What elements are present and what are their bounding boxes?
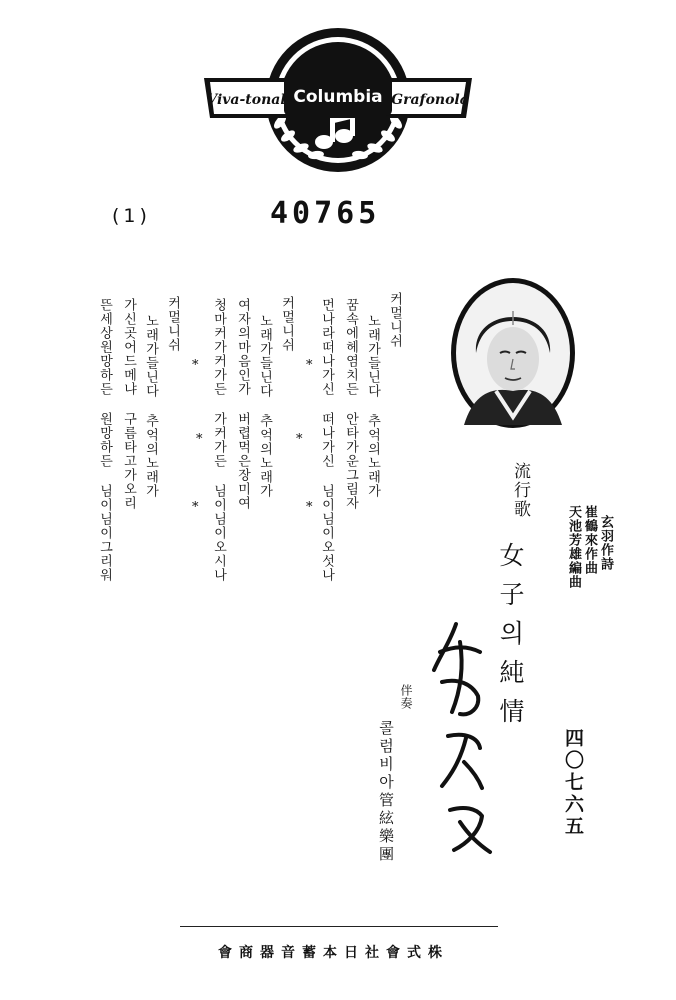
- footer-divider: [180, 926, 498, 927]
- lyricist-credit: 玄羽作詩: [598, 515, 613, 571]
- logo-center-text: Columbia: [293, 87, 383, 107]
- arranger-credit: 天池芳雄編曲: [566, 505, 581, 589]
- handwritten-signature-icon: [420, 612, 504, 872]
- accompaniment-name: 콜럼비아管絃樂團: [377, 720, 395, 864]
- columbia-logo-icon: [198, 22, 478, 182]
- separator-star: *: [192, 500, 199, 515]
- verse-3-line-1: 커멀니쉬: [165, 296, 180, 352]
- singer-portrait-icon: [448, 275, 578, 431]
- verse-2-line-1: 커멀니쉬: [279, 296, 294, 352]
- composer-credit: 崔鶴來作曲: [582, 505, 597, 575]
- separator-star: *: [306, 500, 313, 515]
- song-title: 女子의純情: [496, 542, 525, 737]
- verse-3-line-2: 노래가들닌다 추억의노래가: [143, 314, 158, 498]
- side-number: (1): [112, 205, 151, 227]
- logo-left-text: Viva-tonal: [206, 92, 286, 108]
- verse-3-line-3: 가신곳어드메냐 구름타고가오리: [121, 298, 136, 510]
- verse-1-line-2: 노래가들닌다 추억의노래가: [365, 314, 380, 498]
- verse-2-line-4: 청마커가커가든 가커가든 님이님이오시나: [211, 298, 226, 582]
- separator-star: *: [306, 358, 313, 373]
- verse-1-line-1: 커멀니쉬: [387, 292, 402, 348]
- separator-star: *: [296, 432, 303, 447]
- verse-3-line-4: 뜬세상원망하든 원망하든 님이님이그리워: [97, 298, 112, 582]
- verse-2-line-2: 노래가들닌다 추억의노래가: [257, 314, 272, 498]
- genre-label: 流行歌: [510, 462, 530, 519]
- verse-1-line-3: 꿈속에헤염치든 안타가운그림자: [343, 298, 358, 510]
- separator-star: *: [196, 432, 203, 447]
- record-number: 40765: [270, 196, 381, 231]
- company-name: 株式會社日本蓄音器商會: [218, 945, 449, 961]
- verse-1-line-4: 먼나라떠나가신 떠나가신 님이님이오섯나: [319, 298, 334, 582]
- accompaniment-label: 伴奏: [399, 684, 413, 710]
- verse-2-line-3: 여자의마음인가 버렵먹은장미여: [235, 298, 250, 510]
- separator-star: *: [192, 358, 199, 373]
- logo-right-text: Grafonola: [391, 92, 469, 108]
- catalog-number: 四〇七六五: [562, 728, 584, 838]
